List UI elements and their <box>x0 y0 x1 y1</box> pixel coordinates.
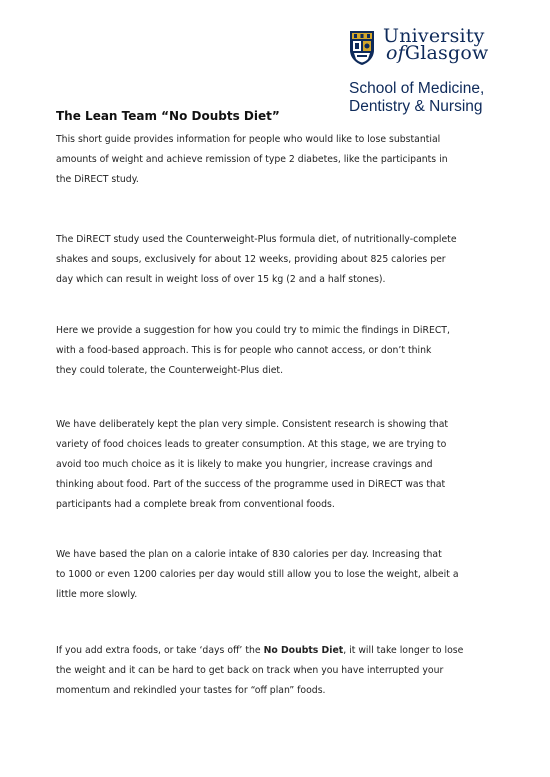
paragraph-line: day which can result in weight loss of over 15 kg (2 and a half stones). <box>56 274 386 285</box>
paragraph-line: This short guide provides information for people who would like to lose substantial <box>56 134 441 145</box>
paragraph-line: shakes and soups, exclusively for about 12 weeks, providing about 825 calories per <box>56 254 446 265</box>
paragraph-days-off <box>56 641 496 701</box>
paragraph-line: the weight and it can be hard to get back on track when you have interrupted your <box>56 665 444 676</box>
school-name-line1: School of Medicine, <box>349 80 485 97</box>
paragraph-line: they could tolerate, the Counterweight-Plus diet. <box>56 365 284 376</box>
logo-top-row <box>349 25 539 66</box>
paragraph-line: thinking about food. Part of the success of the programme used in DiRECT was that <box>56 479 446 490</box>
wordmark-of: of <box>386 42 405 64</box>
paragraph-line: amounts of weight and achieve remission of type 2 diabetes, like the participants in <box>56 154 448 165</box>
diet-name-emphasis: No Doubts Diet <box>263 645 344 656</box>
wordmark-of-glasgow <box>386 42 489 64</box>
school-name <box>349 80 539 116</box>
paragraph-direct-study <box>56 230 496 290</box>
crest-icon <box>349 30 375 66</box>
paragraph-line: little more slowly. <box>56 589 138 600</box>
paragraph-food-approach <box>56 321 496 381</box>
paragraph-line: momentum and rekindled your tastes for “off plan” foods. <box>56 685 326 696</box>
text-run: If you add extra foods, or take ‘days off’ the <box>56 645 264 656</box>
document-title: The Lean Team “No Doubts Diet” <box>56 109 280 123</box>
paragraph-simple-plan <box>56 415 496 515</box>
paragraph-line: variety of food choices leads to greater consumption. At this stage, we are trying to <box>56 439 447 450</box>
paragraph-line <box>56 641 496 661</box>
paragraph-line: participants had a complete break from conventional foods. <box>56 499 335 510</box>
paragraph-line: We have deliberately kept the plan very simple. Consistent research is showing that <box>56 419 449 430</box>
wordmark-glasgow: Glasgow <box>404 42 489 64</box>
text-run: , it will take longer to lose <box>343 645 464 656</box>
wordmark-university: University <box>383 25 485 47</box>
university-logo <box>349 25 539 116</box>
paragraph-line: The DiRECT study used the Counterweight-Plus formula diet, of nutritionally-complete <box>56 234 457 245</box>
paragraph-line: the DiRECT study. <box>56 174 139 185</box>
paragraph-line: with a food-based approach. This is for people who cannot access, or don’t think <box>56 345 432 356</box>
paragraph-line: avoid too much choice as it is likely to make you hungrier, increase cravings and <box>56 459 433 470</box>
school-name-line2: Dentistry & Nursing <box>349 98 483 115</box>
paragraph-intro <box>56 130 496 190</box>
paragraph-line: Here we provide a suggestion for how you could try to mimic the findings in DiRECT, <box>56 325 450 336</box>
university-wordmark <box>383 25 489 64</box>
paragraph-calorie-intake <box>56 545 496 605</box>
paragraph-line: to 1000 or even 1200 calories per day would still allow you to lose the weight, albeit a <box>56 569 459 580</box>
paragraph-line: We have based the plan on a calorie intake of 830 calories per day. Increasing that <box>56 549 442 560</box>
